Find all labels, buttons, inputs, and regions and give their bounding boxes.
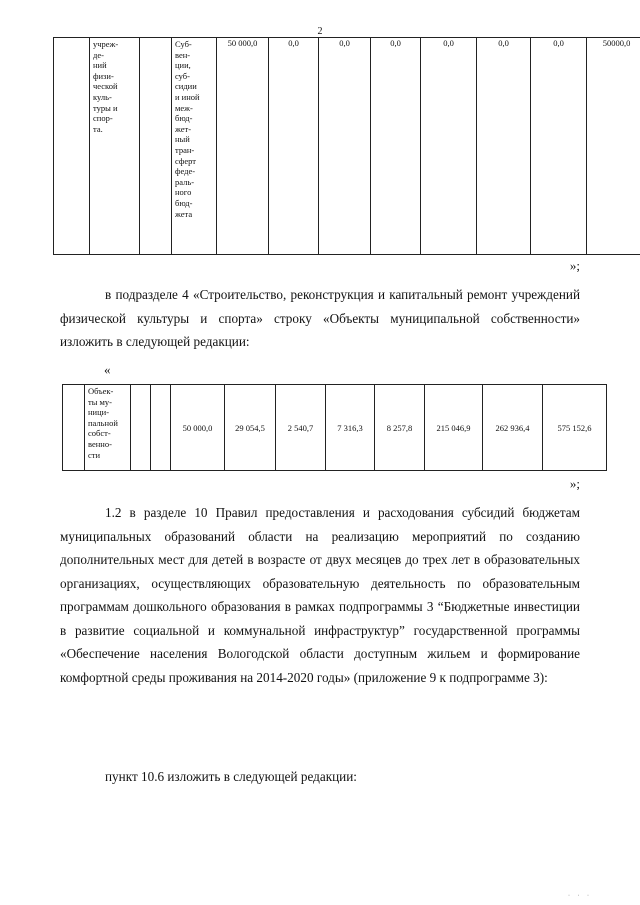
t1-name-line: куль- [93,91,112,102]
paragraph-point-10-6: пункт 10.6 изложить в следующей редакции: [105,769,357,784]
continuation-table [53,37,640,255]
t1-name-cell [90,38,140,255]
t2-value: 2 540,7 [276,385,326,471]
t1-source-line: жет- [175,123,192,134]
t2-value: 7 316,3 [326,385,375,471]
t2-name-cell [85,385,131,471]
t1-name-line: спор- [93,113,113,124]
t1-value: 0,0 [477,38,531,255]
t1-empty-col [140,38,172,255]
t2-name-line: Объек- [88,386,114,396]
t1-value: 0,0 [421,38,477,255]
paragraph-subsection-4: в подразделе 4 «Строительство, реконструкция и капитальный ремонт учреждений физической культуры и спорта» строку «Объекты муниципальной собственности» изложить в следующей редакции: [60,287,580,349]
t2-value: 215 046,9 [425,385,483,471]
t1-empty-col [54,38,90,255]
t2-value: 575 152,6 [543,385,607,471]
t1-name-line: ний [93,60,107,71]
t2-value: 262 936,4 [483,385,543,471]
t1-name-line: туры и [93,102,118,113]
t1-source-line: ный [175,134,190,145]
t1-source-line: бюд- [175,197,193,208]
t1-value: 0,0 [371,38,421,255]
t1-source-line: вен- [175,49,191,60]
t2-name-line: собст- [88,428,111,439]
t2-empty-col [63,385,85,471]
t1-source-line: феде- [175,166,196,177]
t1-source-line: меж- [175,102,193,113]
t2-empty-col [151,385,171,471]
t1-value: 50000,0 [587,38,640,255]
t1-name-line: де- [93,49,104,60]
t1-source-line: ного [175,187,192,198]
t1-source-cell [172,38,217,255]
t1-source-line: бюд- [175,113,193,124]
t2-name-line: сти [88,449,101,460]
t1-source-line: Суб- [175,39,192,49]
t2-name-line: ты му- [88,396,113,407]
t1-name-line: учреж- [93,39,119,49]
opening-quote: « [104,362,111,377]
t2-name-line: веннo- [88,438,112,449]
t2-name-line: ници- [88,407,110,418]
t2-empty-col [131,385,151,471]
paragraph-section-10: 1.2 в разделе 10 Правил предоставления и расходования субсидий бюджетам муниципальных образований области на реализацию мероприятий по созданию дополнительных мест для детей в возрасте от двух месяцев до трех лет в образовательных организациях, осуществляющих образовательную деятельность по образовательным программам дошкольного образования в рамках подпрограммы 3 “Бюджетные инвестиции в развитие социальной и коммунальной инфраструктур” государственной программы «Обеспечение населения Вологодской области доступным жильем и формирование комфортной среды проживания на 2014-2020 годы» (приложение 9 к подпрограмме 3): [60,505,580,685]
t2-value: 8 257,8 [375,385,425,471]
t1-name-line: ческой [93,81,118,92]
t1-name-line: та. [93,123,103,134]
t2-value: 29 054,5 [225,385,276,471]
t1-source-line: раль- [175,176,195,187]
t1-source-line: ции, [175,60,191,71]
closing-quote: »; [569,258,580,273]
closing-quote: »; [569,476,580,491]
t2-value: 50 000,0 [171,385,225,471]
t1-value: 0,0 [269,38,319,255]
t1-source-line: тран- [175,144,195,155]
t1-source-line: жета [175,208,193,219]
t1-source-line: и иной [175,91,200,102]
t1-value: 0,0 [319,38,371,255]
corner-marks: · · · [568,893,592,899]
page-number: 2 [317,26,323,37]
t1-name-line: физи- [93,70,114,81]
replacement-table [62,384,607,471]
t1-value: 0,0 [531,38,587,255]
t2-name-line: пальной [88,417,118,428]
t1-source-line: сидии [175,81,197,92]
t1-source-line: сферт [175,155,197,166]
t1-source-line: суб- [175,70,190,81]
t1-value: 50 000,0 [217,38,269,255]
